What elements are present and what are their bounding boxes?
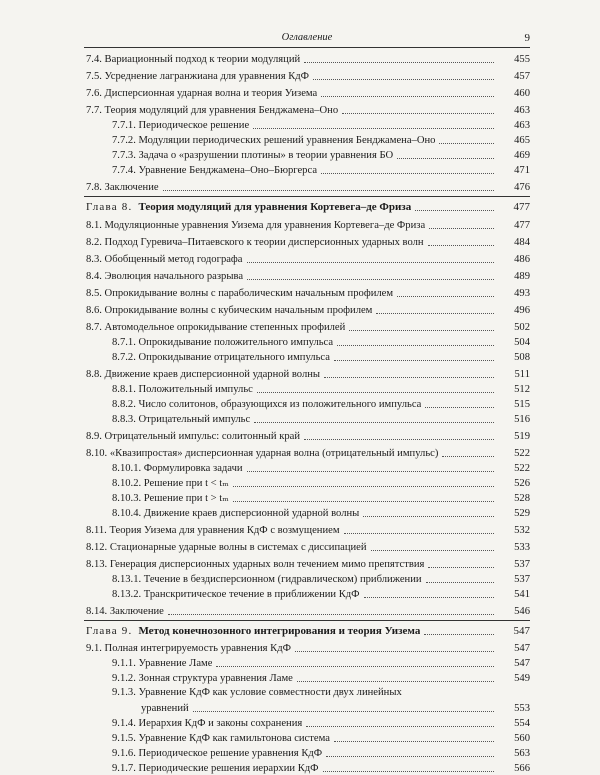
toc-entry-continuation[interactable]: уравнений 553: [84, 701, 530, 715]
toc-entry[interactable]: 8.9. Отрицательный импульс: солитонный край 519: [84, 429, 530, 443]
toc-entry[interactable]: 7.7.2. Модуляции периодических решений уравнения Бенджамена–Оно 465: [84, 133, 530, 147]
toc-entry[interactable]: 9.1.4. Иерархия КдФ и законы сохранения 554: [84, 716, 530, 730]
toc-entry[interactable]: 9.1.3. Уравнение КдФ как условие совместности двух линейных: [112, 687, 402, 698]
toc-entry[interactable]: 8.8.1. Положительный импульс 512: [84, 382, 530, 396]
toc-entry[interactable]: 8.12. Стационарные ударные волны в системах с диссипацией 533: [84, 540, 530, 554]
toc-entry[interactable]: 8.10.1. Формулировка задачи 522: [84, 461, 530, 475]
toc-entry[interactable]: 7.7.4. Уравнение Бенджамена–Оно–Бюргерса 471: [84, 163, 530, 177]
toc-entry[interactable]: 8.5. Опрокидывание волны с параболическим начальным профилем 493: [84, 286, 530, 300]
toc-entry[interactable]: 7.5. Усреднение лагранжиана для уравнения КдФ 457: [84, 69, 530, 83]
toc-entry[interactable]: 9.1.7. Периодические решения иерархии КдФ 566: [84, 761, 530, 775]
toc-entry[interactable]: 8.13. Генерация дисперсионных ударных волн течением мимо препятствия 537: [84, 557, 530, 571]
toc-entry[interactable]: 8.11. Теория Уизема для уравнения КдФ с возмущением 532: [84, 523, 530, 537]
toc-entry[interactable]: 9.1.1. Уравнение Ламе 547: [84, 656, 530, 670]
toc-entry[interactable]: 9.1.6. Периодическое решение уравнения КдФ 563: [84, 746, 530, 760]
toc-entry[interactable]: 8.2. Подход Гуревича–Питаевского к теории дисперсионных ударных волн 484: [84, 235, 530, 249]
toc-chapter-heading[interactable]: Глава 8. Теория модуляций для уравнения Кортевега–де Фриза 477: [84, 200, 530, 214]
running-title: Оглавление: [281, 32, 333, 43]
toc-entry[interactable]: 7.7.3. Задача о «разрушении плотины» в теории уравнения БО 469: [84, 148, 530, 162]
toc-entry[interactable]: 7.7.1. Периодическое решение 463: [84, 118, 530, 132]
toc-entry[interactable]: 7.8. Заключение 476: [84, 180, 530, 194]
toc-entry[interactable]: 8.13.2. Транскритическое течение в приближении КдФ 541: [84, 587, 530, 601]
toc-entry[interactable]: 8.6. Опрокидывание волны с кубическим начальным профилем 496: [84, 303, 530, 317]
toc-entry[interactable]: 8.7.2. Опрокидывание отрицательного импульса 508: [84, 350, 530, 364]
toc-entry[interactable]: 8.7.1. Опрокидывание положительного импульса 504: [84, 335, 530, 349]
toc-entry[interactable]: 8.10.4. Движение краев дисперсионной ударной волны 529: [84, 506, 530, 520]
toc-entry[interactable]: 8.7. Автомодельное опрокидывание степенных профилей 502: [84, 320, 530, 334]
page-header: [84, 31, 530, 45]
toc-entry[interactable]: 8.10.2. Решение при t < tₘ 526: [84, 476, 530, 490]
toc-entry[interactable]: 7.4. Вариационный подход к теории модуляций 455: [84, 52, 530, 66]
page-number: 9: [524, 32, 530, 44]
toc-entry[interactable]: 8.14. Заключение 546: [84, 604, 530, 618]
toc-entry[interactable]: 8.8.3. Отрицательный импульс 516: [84, 412, 530, 426]
toc-entry[interactable]: 8.1. Модуляционные уравнения Уизема для уравнения Кортевега–де Фриза 477: [84, 218, 530, 232]
toc-entry[interactable]: 8.4. Эволюция начального разрыва 489: [84, 269, 530, 283]
toc-entry[interactable]: 9.1.5. Уравнение КдФ как гамильтонова система 560: [84, 731, 530, 745]
toc-entry[interactable]: 8.10. «Квазипростая» дисперсионная ударная волна (отрицательный импульс) 522: [84, 446, 530, 460]
toc-entry[interactable]: 7.6. Дисперсионная ударная волна и теория Уизема 460: [84, 86, 530, 100]
toc-entry[interactable]: 8.8. Движение краев дисперсионной ударной волны 511: [84, 367, 530, 381]
toc-entry[interactable]: 8.8.2. Число солитонов, образующихся из положительного импульса 515: [84, 397, 530, 411]
toc-entry[interactable]: 8.3. Обобщенный метод годографа 486: [84, 252, 530, 266]
header-rule: [84, 47, 530, 48]
toc-entry[interactable]: 8.13.1. Течение в бездисперсионном (гидравлическом) приближении 537: [84, 572, 530, 586]
toc-entry[interactable]: 8.10.3. Решение при t > tₘ 528: [84, 491, 530, 505]
toc-entry[interactable]: 7.7. Теория модуляций для уравнения Бенджамена–Оно 463: [84, 103, 530, 117]
toc-entry[interactable]: 9.1. Полная интегрируемость уравнения КдФ 547: [84, 641, 530, 655]
toc-entry[interactable]: 9.1.2. Зонная структура уравнения Ламе 549: [84, 671, 530, 685]
toc-chapter-heading[interactable]: Глава 9. Метод конечнозонного интегрирования и теория Уизема 547: [84, 624, 530, 638]
